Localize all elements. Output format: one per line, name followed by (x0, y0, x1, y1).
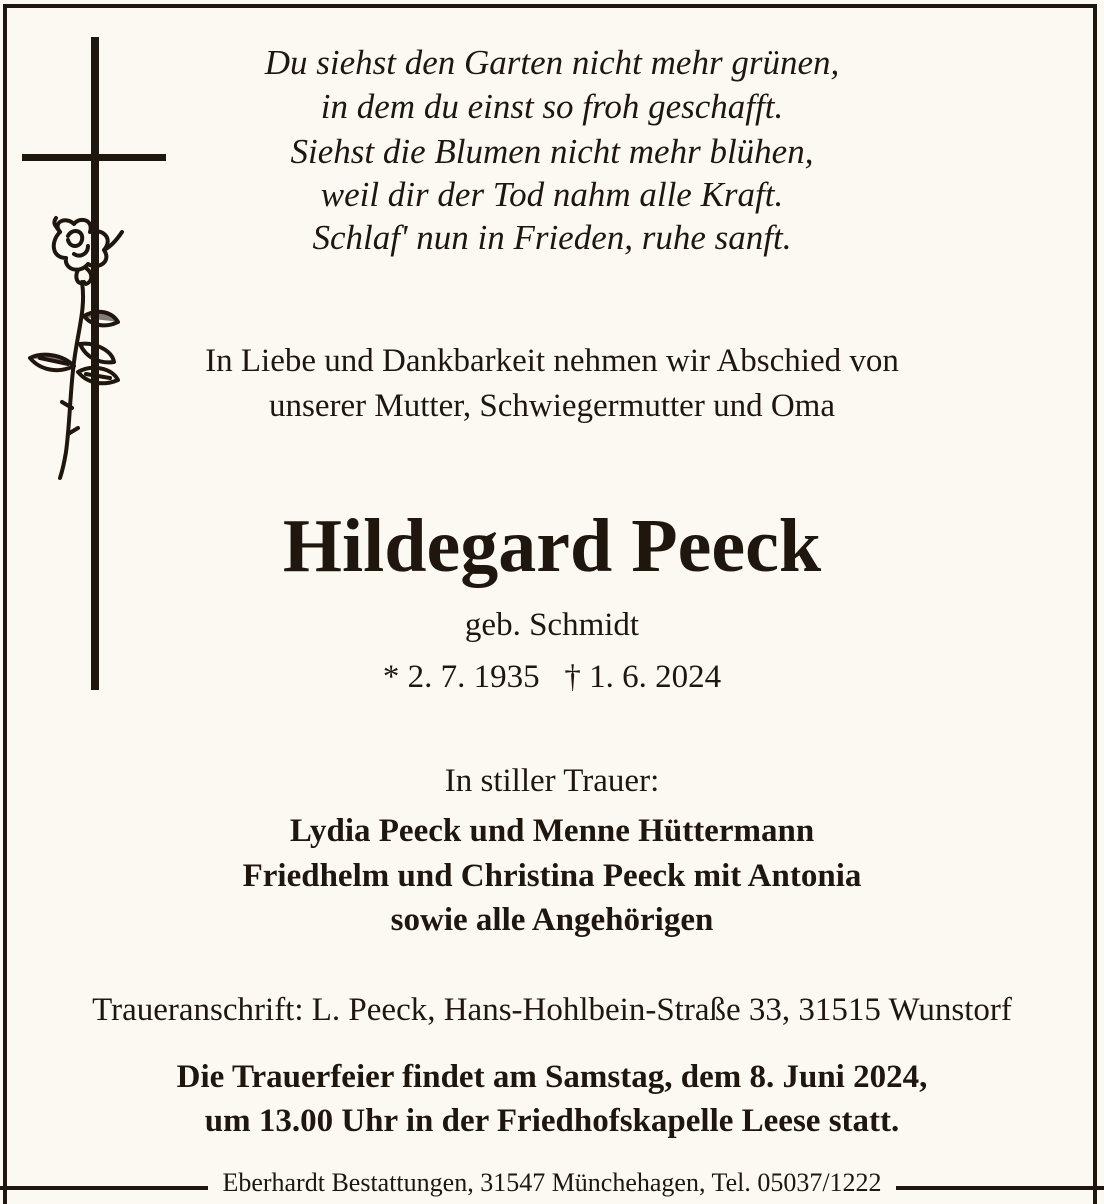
ceremony-line-1: Die Trauerfeier findet am Samstag, dem 8. Juni 2024, (176, 1059, 928, 1095)
undertaker-footer (0, 1170, 1104, 1196)
poem-line-4: weil dir der Tod nahm alle Kraft. (320, 175, 784, 214)
mourner-line-2: Friedhelm und Christina Peeck mit Antonia (242, 858, 862, 894)
poem-line-1: Du siehst den Garten nicht mehr grünen, (264, 43, 840, 82)
ceremony-line-2: um 13.00 Uhr in der Friedhofskapelle Leese statt. (204, 1103, 900, 1139)
maiden-name: geb. Schmidt (464, 607, 640, 643)
intro-line-1: In Liebe und Dankbarkeit nehmen wir Abschied von (205, 343, 899, 379)
life-dates: * 2. 7. 1935 † 1. 6. 2024 (382, 659, 722, 695)
deceased-name: Hildegard Peeck (282, 504, 822, 588)
mourner-line-1: Lydia Peeck und Menne Hüttermann (289, 813, 815, 849)
undertaker-text: Eberhardt Bestattungen, 31547 Münchehagen, Tel. 05037/1222 (208, 1168, 895, 1197)
mourner-line-3: sowie alle Angehörigen (390, 902, 714, 938)
mourners-heading: In stiller Trauer: (444, 763, 660, 799)
poem-line-3: Siehst die Blumen nicht mehr blühen, (290, 132, 814, 171)
poem-line-5: Schlaf' nun in Frieden, ruhe sanft. (312, 218, 792, 257)
intro-line-2: unserer Mutter, Schwiegermutter und Oma (269, 388, 835, 424)
poem-line-2: in dem du einst so froh geschafft. (320, 87, 784, 126)
mourning-address: Traueranschrift: L. Peeck, Hans-Hohlbein-Straße 33, 31515 Wunstorf (92, 992, 1012, 1028)
